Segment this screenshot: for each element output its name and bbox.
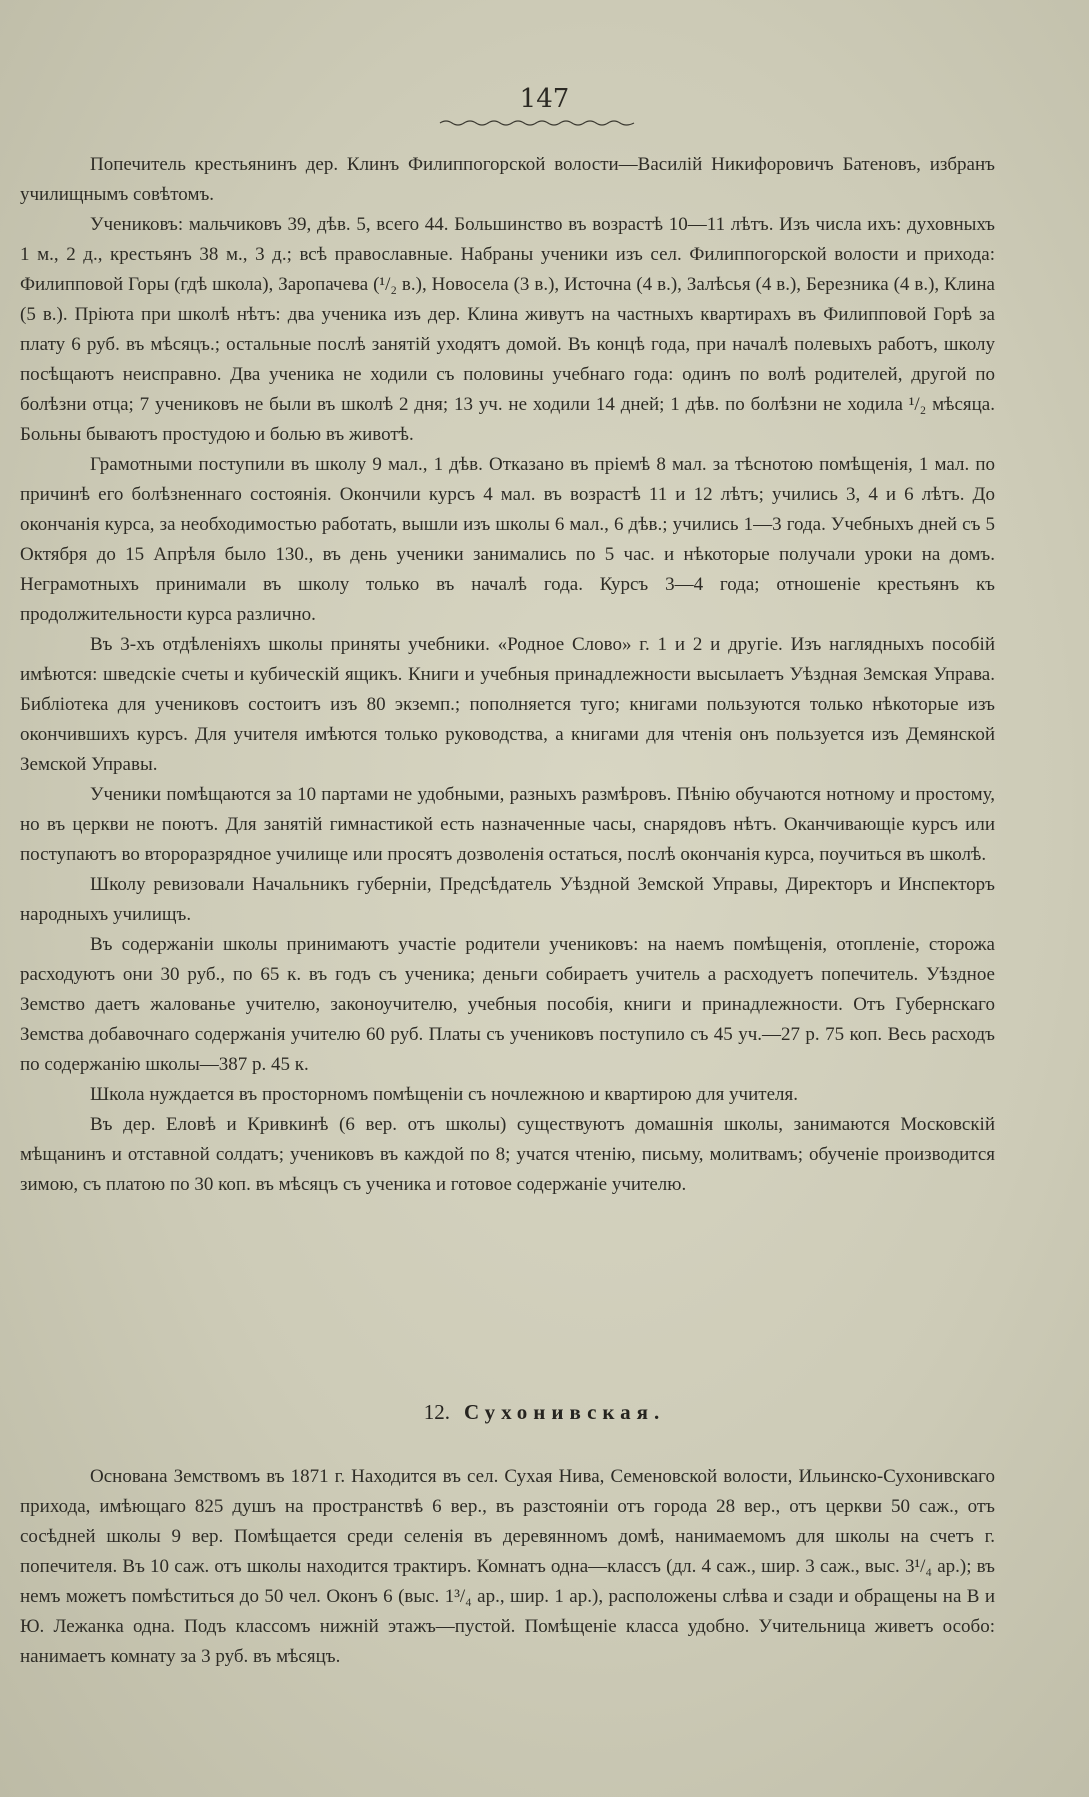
section-number: 12. <box>423 1400 450 1424</box>
paragraph-home-schools: Въ дер. Еловѣ и Кривкинѣ (6 вер. отъ школы) существуютъ домашнія школы, занимаются Московскій мѣщанинъ и отставной солдатъ; учениковъ въ каждой по 8; учатся чтенію, письму, молитвамъ; обученіе производится зимою, съ платою по 30 коп. въ мѣсяцъ съ ученика и готовое содержаніе учителю. <box>20 1114 995 1195</box>
paragraph-textbooks: Въ 3-хъ отдѣленіяхъ школы приняты учебники. «Родное Слово» г. 1 и 2 и другіе. Изъ наглядныхъ пособій имѣются: шведскіе счеты и кубическій ящикъ. Книги и учебныя принадлежности высылаетъ Уѣздная Земская Управа. Библіотека для учениковъ состоитъ изъ 80 экземп.; пополняется туго; книгами пользуются только нѣкоторые изъ окончившихъ курсъ. Для учителя имѣются только руководства, а книгами для чтенія онъ пользуется изъ Демянской Земской Управы. <box>20 634 995 775</box>
paragraph-funding: Въ содержаніи школы принимаютъ участіе родители учениковъ: на наемъ помѣщенія, отопленіе, сторожа расходуютъ они 30 руб., по 65 к. въ годъ съ ученика; деньги собираетъ учитель а расходуетъ попечитель. Уѣздное Земство даетъ жалованье учителю, законоучителю, учебныя пособія, книги и принадлежности. Отъ Губернскаго Земства добавочнаго содержанія учителю 60 руб. Платы съ учениковъ поступило съ 45 уч.—27 р. 75 коп. Весь расходъ по содержанію школы—387 р. 45 к. <box>20 934 995 1075</box>
page-number: 147 <box>519 84 570 114</box>
paragraph-founding: Основана Земствомъ въ 1871 г. Находится въ сел. Сухая Нива, Семеновской волости, Ильинско-Сухонивскаго прихода, имѣющаго 825 душъ на пространствѣ 6 вер., въ разстояніи отъ города 28 вер., отъ церкви 50 саж., отъ сосѣдней школы 9 вер. Помѣщается среди селенія въ деревянномъ домѣ, нанимаемомъ для школы на счетъ г. попечителя. Въ 10 саж. отъ школы находится трактиръ. Комнатъ одна—классъ (дл. 4 саж., шир. 3 саж., выс. 3¹/₄ ар.); въ немъ можетъ помѣститься до 50 чел. Оконъ 6 (выс. 1³/₄ ар., шир. 1 ар.), расположены слѣва и сзади и обращены на В и Ю. Лежанка одна. Подъ классомъ нижній этажъ—пустой. Помѣщеніе класса удобно. Учительница живетъ особо: нанимаетъ комнату за 3 руб. въ мѣсяцъ. <box>20 1466 995 1667</box>
body-text-top <box>20 150 995 1200</box>
paragraph-students: Учениковъ: мальчиковъ 39, дѣв. 5, всего 44. Большинство въ возрастѣ 10—11 лѣтъ. Изъ числа ихъ: духовныхъ 1 м., 2 д., крестьянъ 38 м., 3 д.; всѣ православные. Набраны ученики изъ сел. Филиппогорской волости и прихода: Филипповой Горы (гдѣ школа), Заропачева (¹/₂ в.), Новосела (3 в.), Источна (4 в.), Залѣсья (4 в.), Березника (4 в.), Клина (5 в.). Пріюта при школѣ нѣтъ: два ученика изъ дер. Клина живутъ на частныхъ квартирахъ въ Филипповой Горѣ за плату 6 руб. въ мѣсяцъ.; остальные послѣ занятій уходятъ домой. Въ концѣ года, при началѣ полевыхъ работъ, школу посѣщаютъ неисправно. Два ученика не ходили съ половины учебнаго года: одинъ по волѣ родителей, другой по болѣзни отца; 7 учениковъ не были въ школѣ 2 дня; 13 уч. не ходили 14 дней; 1 дѣв. по болѣзни не ходила ¹/₂ мѣсяца. Больны бываютъ простудою и болью въ животѣ. <box>20 214 995 445</box>
paragraph-classroom: Ученики помѣщаются за 10 партами не удобными, разныхъ размѣровъ. Пѣнію обучаются нотному и простому, но въ церкви не поютъ. Для занятій гимнастикой есть назначенные часы, снарядовъ нѣтъ. Оканчивающіе курсъ или поступаютъ во второразрядное училище или просятъ дозволенія остаться, послѣ окончанія курса, поучиться въ школѣ. <box>20 784 995 865</box>
ornament-divider <box>438 118 638 128</box>
paragraph-trustee: Попечитель крестьянинъ дер. Клинъ Филиппогорской волости—Василій Никифоровичъ Батеновъ, избранъ училищнымъ совѣтомъ. <box>20 154 995 205</box>
paragraph-literacy: Грамотными поступили въ школу 9 мал., 1 дѣв. Отказано въ пріемѣ 8 мал. за тѣснотою помѣщенія, 1 мал. по причинѣ его болѣзненнаго состоянія. Окончили курсъ 4 мал. въ возрастѣ 11 и 12 лѣтъ; учились 3, 4 и 6 лѣтъ. До окончанія курса, за необходимостью работать, вышли изъ школы 6 мал., 6 дѣв.; учились 1—3 года. Учебныхъ дней съ 5 Октября до 15 Апрѣля было 130., въ день ученики занимались по 5 час. и нѣкоторые получали уроки на домъ. Неграмотныхъ принимали въ школу только въ началѣ года. Курсъ 3—4 года; отношеніе крестьянъ къ продолжительности курса различно. <box>20 454 995 625</box>
paragraph-inspection: Школу ревизовали Начальникъ губерніи, Предсѣдатель Уѣздной Земской Управы, Директоръ и Инспекторъ народныхъ училищъ. <box>20 874 995 925</box>
section-heading <box>0 1400 1089 1425</box>
paragraph-needs: Школа нуждается въ просторномъ помѣщеніи съ ночлежною и квартирою для учителя. <box>90 1084 798 1105</box>
body-text-bottom <box>20 1462 995 1672</box>
section-title: Сухонивская. <box>463 1400 666 1424</box>
